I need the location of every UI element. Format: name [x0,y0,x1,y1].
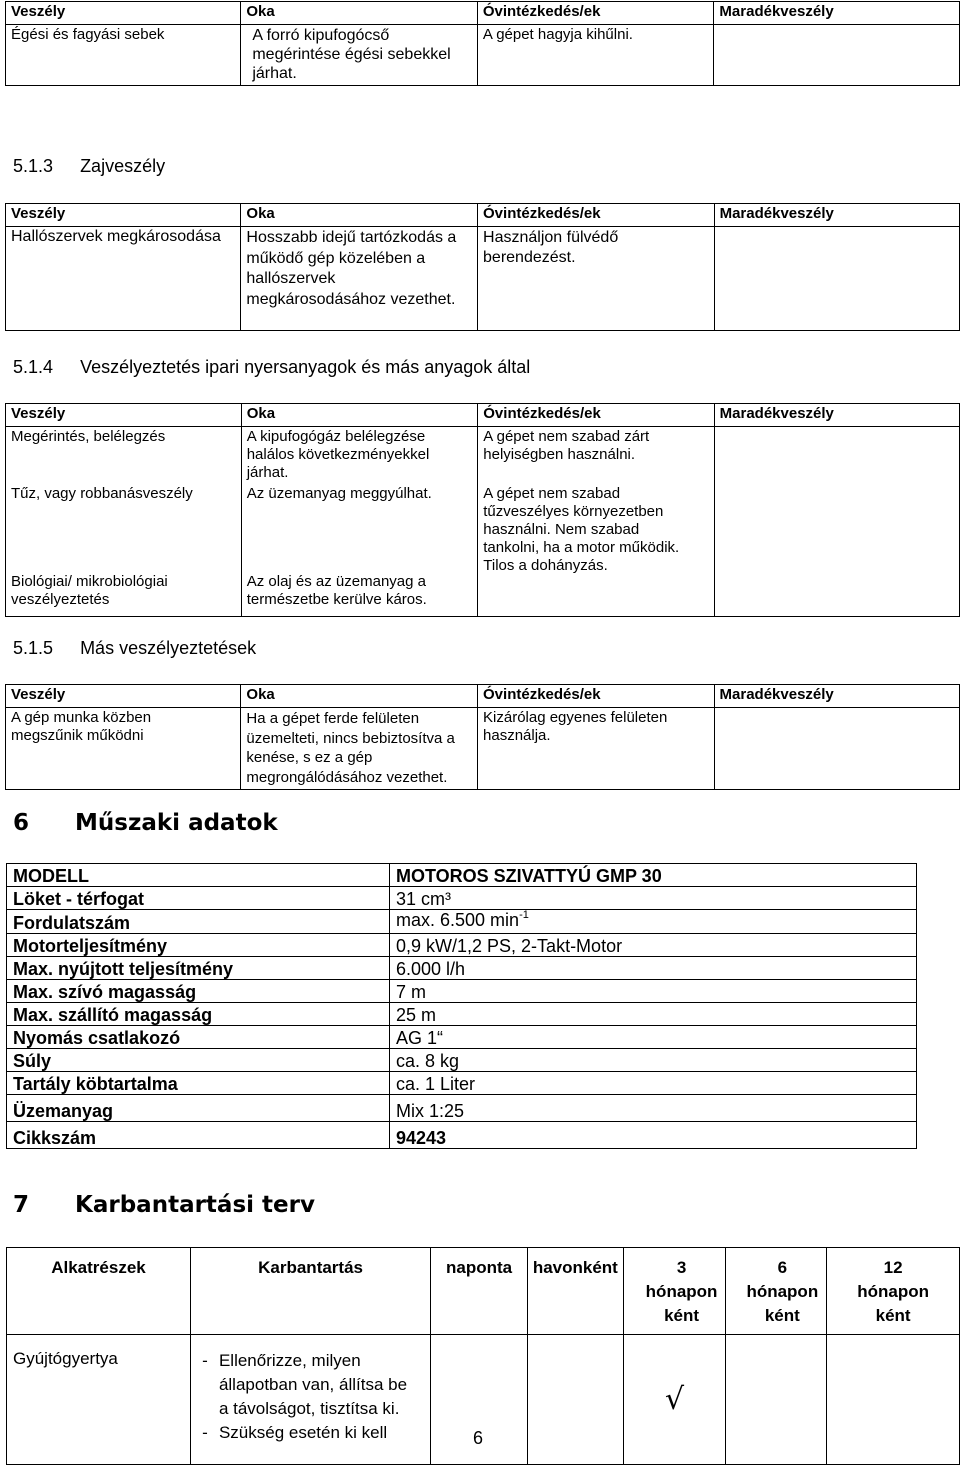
section-number: 7 [13,1192,30,1218]
cell-task [190,1335,430,1465]
spec-value: 7 m [390,980,917,1003]
cell-veszely: Tűz, vagy robbanásveszély [6,484,242,572]
hazard-table-1 [5,1,960,86]
spec-row [7,1122,917,1149]
spec-row [7,1072,917,1095]
spec-row [7,1095,917,1122]
header-oka: Oka [241,204,478,227]
cell-oka: Az olaj és az üzemanyag a természetbe kerülve káros. [241,572,478,616]
hazard-table-4 [5,684,960,790]
cell-12-honapon [827,1335,960,1465]
spec-row [7,1003,917,1026]
spec-key: Löket - térfogat [7,887,390,910]
header-ovintezkedes: Óvintézkedés/ek [477,2,714,25]
table-header-row [6,2,960,25]
header-veszely: Veszély [6,2,241,25]
spec-key: Max. szállító magasság [7,1003,390,1026]
header-oka: Oka [241,404,478,427]
header-veszely: Veszély [6,685,241,708]
cell-ovintezkedes: A gépet nem szabad tűzveszélyes környezetben használni. Nem szabad tankolni, ha a motor működik. Tilos a dohányzás. [478,484,714,616]
header-ovintezkedes: Óvintézkedés/ek [478,204,715,227]
spec-row [7,887,917,910]
spec-key: Fordulatszám [7,910,390,934]
section-number: 5.1.5 [13,638,54,658]
spec-value: MOTOROS SZIVATTYÚ GMP 30 [390,864,917,887]
cell-ovintezkedes: A gépet nem szabad zárt helyiségben használni. [478,427,714,485]
cell-veszely: Égési és fagyási sebek [6,25,241,86]
spec-row [7,1049,917,1072]
cell-veszely: Hallószervek megkárosodása [6,227,241,331]
cell-oka: A forró kipufogócső megérintése égési sebekkel járhat. [241,25,478,86]
cell-maradek [714,708,959,790]
table-header-row [6,404,960,427]
task-text: Szükség esetén ki kell [218,1423,388,1442]
section-title: Zajveszély [80,156,166,176]
spec-row [7,957,917,980]
cell-oka: A kipufogógáz belélegzése halálos következményekkel járhat. [241,427,478,485]
spec-key: Nyomás csatlakozó [7,1026,390,1049]
spec-value-superscript: -1 [519,909,529,921]
spec-key: Súly [7,1049,390,1072]
spec-value: 25 m [390,1003,917,1026]
spec-value: 94243 [390,1122,917,1149]
task-item [191,1349,430,1421]
header-havonkent: havonként [528,1248,624,1335]
section-number: 5.1.3 [13,156,54,176]
cell-maradek [714,25,960,86]
task-dash: - [202,1351,208,1370]
header-maradek: Maradékveszély [714,404,959,427]
spec-value: 0,9 kW/1,2 PS, 2-Takt-Motor [390,934,917,957]
header-maradek: Maradékveszély [714,685,959,708]
spec-key: Cikkszám [7,1122,390,1149]
section-title: Műszaki adatok [75,810,278,836]
spec-row [7,910,917,934]
header-oka: Oka [241,685,478,708]
table-row [6,25,960,86]
spec-row [7,864,917,887]
header-maradek: Maradékveszély [714,2,960,25]
cell-ovintezkedes: Kizárólag egyenes felületen használja. [478,708,715,790]
spec-value: Mix 1:25 [390,1095,917,1122]
spec-key: Max. nyújtott teljesítmény [7,957,390,980]
header-3-honapon: 3 hónapon ként [623,1248,726,1335]
section-number: 5.1.4 [13,357,54,377]
table-row [6,227,960,331]
cell-ovintezkedes: A gépet hagyja kihűlni. [477,25,714,86]
spec-value: 6.000 l/h [390,957,917,980]
table-header-row [6,685,960,708]
header-karbantartas: Karbantartás [190,1248,430,1335]
cell-part: Gyújtógyertya [7,1335,191,1465]
section-number: 6 [13,810,30,836]
header-oka: Oka [241,2,478,25]
header-ovintezkedes: Óvintézkedés/ek [478,404,714,427]
cell-maradek [714,427,959,617]
section-5-1-4-heading [13,357,530,378]
header-veszely: Veszély [6,204,241,227]
section-6-heading [13,810,278,836]
hazard-table-3 [5,403,960,617]
spec-key: MODELL [7,864,390,887]
spec-key: Max. szívó magasság [7,980,390,1003]
spec-value [390,910,917,934]
spec-value: AG 1“ [390,1026,917,1049]
header-veszely: Veszély [6,404,242,427]
cell-havonkent [528,1335,624,1465]
cell-veszely: Biológiai/ mikrobiológiai veszélyeztetés [6,572,242,616]
table-row [6,708,960,790]
header-naponta: naponta [431,1248,528,1335]
task-dash: - [202,1423,208,1442]
section-5-1-3-heading [13,156,165,177]
section-title: Más veszélyeztetések [80,638,257,658]
spec-key: Üzemanyag [7,1095,390,1122]
checkmark-icon: √ [664,1382,685,1417]
maintenance-header-row [7,1248,960,1335]
cell-veszely: Megérintés, belélegzés [6,427,242,485]
page-number: 6 [473,1428,484,1448]
spec-value-text: max. 6.500 min [396,910,520,930]
spec-table [6,863,917,1149]
spec-key: Motorteljesítmény [7,934,390,957]
header-maradek: Maradékveszély [714,204,959,227]
section-title: Veszélyeztetés ipari nyersanyagok és más anyagok által [80,357,531,377]
header-12-honapon: 12 hónapon ként [827,1248,960,1335]
section-title: Karbantartási terv [75,1192,315,1218]
cell-oka: Ha a gépet ferde felületen üzemelteti, nincs bebiztosítva a kenése, s ez a gép megrongálódásához vezethet. [241,708,478,790]
cell-6-honapon [726,1335,827,1465]
cell-3-honapon [623,1335,726,1465]
section-7-heading [13,1192,315,1218]
task-text: Ellenőrizze, milyen állapotban van, állítsa be a távolságot, tisztítsa ki. [218,1351,408,1418]
task-item [191,1421,430,1445]
cell-veszely: A gép munka közben megszűnik működni [6,708,241,790]
table-row [6,427,960,485]
spec-key: Tartály köbtartalma [7,1072,390,1095]
cell-oka: Hosszabb idejű tartózkodás a működő gép közelében a hallószervek megkárosodásához vezethet. [241,227,478,331]
spec-value: 31 cm³ [390,887,917,910]
header-alkatreszek: Alkatrészek [7,1248,191,1335]
spec-row [7,934,917,957]
spec-value: ca. 8 kg [390,1049,917,1072]
cell-oka: Az üzemanyag meggyúlhat. [241,484,478,572]
spec-value: ca. 1 Liter [390,1072,917,1095]
header-ovintezkedes: Óvintézkedés/ek [478,685,715,708]
cell-maradek [714,227,959,331]
table-header-row [6,204,960,227]
cell-ovintezkedes: Használjon fülvédő berendezést. [478,227,715,331]
header-6-honapon: 6 hónapon ként [726,1248,827,1335]
hazard-table-2 [5,203,960,331]
spec-row [7,980,917,1003]
section-5-1-5-heading [13,638,256,659]
spec-row [7,1026,917,1049]
